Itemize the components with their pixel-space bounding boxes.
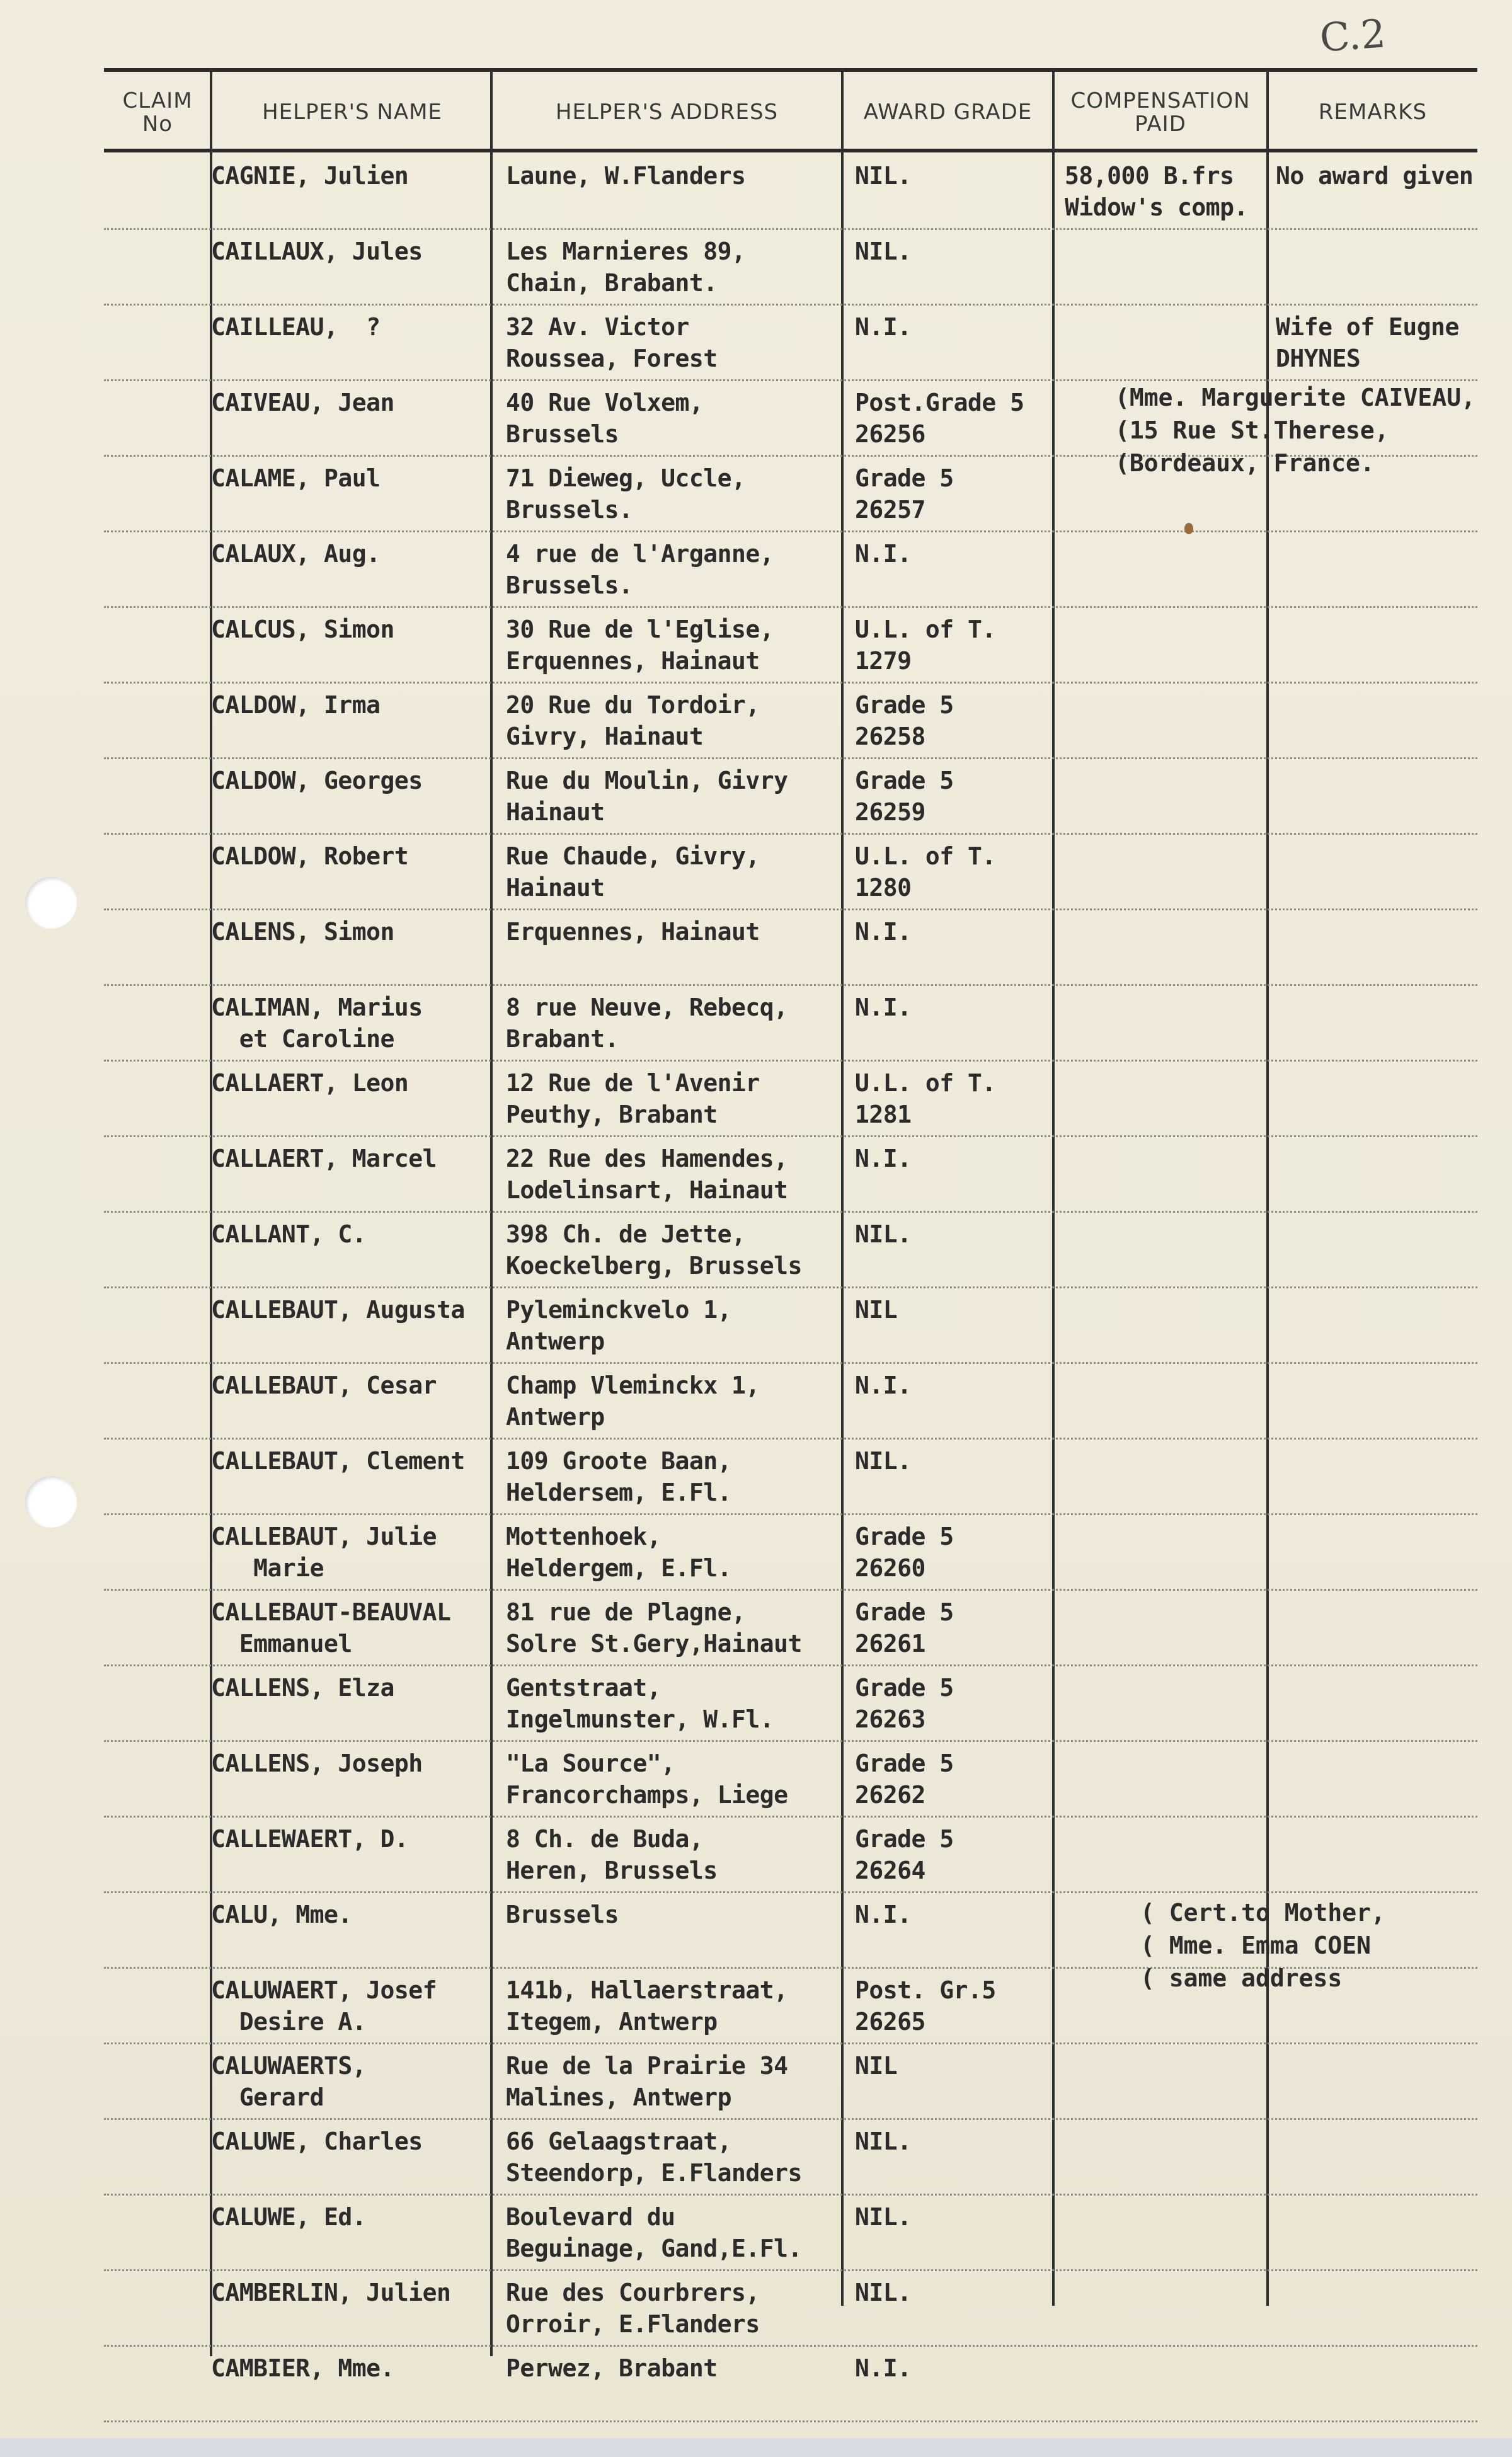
award-grade: NIL: [855, 1296, 898, 1324]
award-grade: NIL.: [855, 1220, 912, 1248]
award-grade: N.I.: [855, 918, 912, 946]
award-grade: Grade 5 26258: [855, 691, 954, 750]
table-row: [104, 231, 1512, 305]
table-row: [104, 987, 1512, 1061]
award-grade: NIL.: [855, 162, 912, 190]
award-grade: Grade 5 26261: [855, 1598, 954, 1658]
helper-name: CALAME, Paul: [211, 464, 381, 492]
table-row: [104, 1289, 1512, 1363]
helper-name: CALLAERT, Marcel: [211, 1145, 437, 1172]
table-row: [104, 684, 1512, 759]
header-award-grade: AWARD GRADE: [863, 100, 1033, 125]
helper-address: 20 Rue du Tordoir, Givry, Hainaut: [506, 691, 760, 750]
helper-name: CALDOW, Robert: [211, 842, 409, 870]
table-row: [104, 835, 1512, 910]
award-grade: Grade 5 26264: [855, 1825, 954, 1884]
table-row: [104, 609, 1512, 683]
helper-address: Perwez, Brabant: [506, 2354, 718, 2382]
table-row: [104, 2347, 1512, 2422]
helper-name: CALLAERT, Leon: [211, 1069, 409, 1097]
table-row: [104, 1743, 1512, 1817]
helper-address: Gentstraat, Ingelmunster, W.Fl.: [506, 1674, 774, 1733]
table-row: [104, 1818, 1512, 1893]
row-divider: [104, 1816, 1477, 1818]
award-grade: U.L. of T. 1280: [855, 842, 996, 902]
note-caiveau-address: (Mme. Marguerite CAIVEAU, (15 Rue St.Therese, (Bordeaux, France.: [1115, 384, 1475, 477]
table-row: [104, 1213, 1512, 1288]
table-row: [104, 533, 1512, 607]
helper-name: CALLANT, C.: [211, 1220, 367, 1248]
helper-address: 40 Rue Volxem, Brussels: [506, 389, 704, 448]
award-grade: N.I.: [855, 1372, 912, 1399]
row-divider: [104, 2118, 1477, 2120]
helper-name: CAMBERLIN, Julien: [211, 2279, 451, 2306]
helper-address: Champ Vleminckx 1, Antwerp: [506, 1372, 760, 1431]
table-row: [104, 1440, 1512, 1515]
award-grade: N.I.: [855, 1145, 912, 1172]
helper-name: CALAUX, Aug.: [211, 540, 381, 568]
scan-edge: [0, 2438, 1512, 2457]
award-grade: N.I.: [855, 1901, 912, 1928]
helper-address: 398 Ch. de Jette, Koeckelberg, Brussels: [506, 1220, 802, 1280]
helper-name: CALLEBAUT, Clement: [211, 1447, 465, 1475]
helper-address: Laune, W.Flanders: [506, 162, 746, 190]
row-divider: [104, 984, 1477, 986]
row-divider: [104, 1891, 1477, 1893]
helper-address: Rue Chaude, Givry, Hainaut: [506, 842, 760, 902]
row-divider: [104, 908, 1477, 910]
row-divider: [104, 1135, 1477, 1137]
helper-name: CALLEWAERT, D.: [211, 1825, 409, 1853]
helper-address: 12 Rue de l'Avenir Peuthy, Brabant: [506, 1069, 760, 1128]
helper-name: CAILLEAU, ?: [211, 313, 381, 341]
award-grade: Grade 5 26263: [855, 1674, 954, 1733]
helper-address: 71 Dieweg, Uccle, Brussels.: [506, 464, 746, 524]
row-divider: [104, 2345, 1477, 2347]
helper-address: 30 Rue de l'Eglise, Erquennes, Hainaut: [506, 616, 774, 675]
helper-address: 4 rue de l'Arganne, Brussels.: [506, 540, 774, 599]
table-row: [104, 1516, 1512, 1590]
helper-name: CAMBIER, Mme.: [211, 2354, 394, 2382]
helper-address: Brussels: [506, 1901, 619, 1928]
header-helpers-name: HELPER'S NAME: [262, 100, 442, 125]
award-grade: Post.Grade 5 26256: [855, 389, 1024, 448]
award-grade: NIL: [855, 2052, 898, 2080]
helper-name: CALIMAN, Marius et Caroline: [211, 994, 423, 1053]
helper-name: CALUWAERTS, Gerard: [211, 2052, 367, 2111]
row-divider: [104, 1589, 1477, 1591]
helper-address: Rue du Moulin, Givry Hainaut: [506, 767, 788, 826]
helper-name: CALUWAERT, Josef Desire A.: [211, 1976, 437, 2036]
table-row: [104, 2121, 1512, 2195]
helper-address: Pyleminckvelo 1, Antwerp: [506, 1296, 732, 1355]
row-divider: [104, 1362, 1477, 1364]
helper-address: Rue des Courbrers, Orroir, E.Flanders: [506, 2279, 760, 2338]
table-row: [104, 2045, 1512, 2119]
punch-hole-lower: [25, 1476, 77, 1528]
helper-name: CALDOW, Georges: [211, 767, 423, 794]
row-divider: [104, 304, 1477, 306]
helper-address: Boulevard du Beguinage, Gand,E.Fl.: [506, 2203, 802, 2262]
helper-name: CAILLAUX, Jules: [211, 238, 423, 265]
compensation-paid: 58,000 B.frs Widow's comp.: [1065, 162, 1248, 221]
row-divider: [104, 2194, 1477, 2196]
award-grade: NIL.: [855, 2279, 912, 2306]
top-rule: [104, 68, 1477, 72]
table-row: [104, 1062, 1512, 1137]
award-grade: U.L. of T. 1281: [855, 1069, 996, 1128]
row-divider: [104, 757, 1477, 759]
table-row: [104, 2196, 1512, 2271]
award-grade: N.I.: [855, 313, 912, 341]
table-row: [104, 306, 1512, 381]
award-grade: Grade 5 26259: [855, 767, 954, 826]
row-divider: [104, 2269, 1477, 2271]
row-divider: [104, 1438, 1477, 1440]
table-row: [104, 911, 1512, 985]
punch-hole-upper: [25, 877, 77, 929]
row-divider: [104, 833, 1477, 835]
award-grade: NIL.: [855, 238, 912, 265]
helper-name: CALUWE, Charles: [211, 2128, 423, 2155]
helper-address: 8 rue Neuve, Rebecq, Brabant.: [506, 994, 788, 1053]
helper-address: "La Source", Francorchamps, Liege: [506, 1750, 788, 1809]
helper-name: CALLEBAUT-BEAUVAL Emmanuel: [211, 1598, 451, 1658]
header-claim-no: CLAIM No: [122, 88, 193, 137]
helper-name: CALDOW, Irma: [211, 691, 381, 719]
award-grade: N.I.: [855, 2354, 912, 2382]
helper-name: CAGNIE, Julien: [211, 162, 409, 190]
header-helpers-address: HELPER'S ADDRESS: [555, 100, 779, 125]
helper-address: 22 Rue des Hamendes, Lodelinsart, Hainaut: [506, 1145, 788, 1204]
helper-address: 32 Av. Victor Roussea, Forest: [506, 313, 718, 372]
row-divider: [104, 1211, 1477, 1213]
table-row: [104, 155, 1512, 229]
helper-name: CALU, Mme.: [211, 1901, 352, 1928]
helper-address: Les Marnieres 89, Chain, Brabant.: [506, 238, 746, 297]
table-row: [104, 1365, 1512, 1439]
award-grade: N.I.: [855, 540, 912, 568]
table-row: [104, 2272, 1512, 2346]
award-grade: NIL.: [855, 1447, 912, 1475]
helper-name: CAIVEAU, Jean: [211, 389, 394, 416]
header-compensation-paid: COMPENSATION PAID: [1070, 88, 1251, 137]
table-row: [104, 760, 1512, 834]
table-row: [104, 1591, 1512, 1666]
award-grade: NIL.: [855, 2203, 912, 2231]
table-row: [104, 1138, 1512, 1212]
helper-name: CALLENS, Elza: [211, 1674, 394, 1702]
row-divider: [104, 1060, 1477, 1062]
helper-name: CALENS, Simon: [211, 918, 394, 946]
helper-address: 109 Groote Baan, Heldersem, E.Fl.: [506, 1447, 732, 1506]
corner-mark: C.2: [1318, 10, 1387, 61]
row-divider: [104, 1513, 1477, 1515]
helper-name: CALLEBAUT, Cesar: [211, 1372, 437, 1399]
helper-address: Mottenhoek, Heldergem, E.Fl.: [506, 1523, 732, 1582]
helper-name: CALCUS, Simon: [211, 616, 394, 643]
award-grade: Post. Gr.5 26265: [855, 1976, 996, 2036]
note-caluwaert-certificate: ( Cert.to Mother, ( Mme. Emma COEN ( same address: [1140, 1899, 1385, 1992]
table-row: [104, 1667, 1512, 1741]
award-grade: NIL.: [855, 2128, 912, 2155]
award-grade: N.I.: [855, 994, 912, 1021]
row-divider: [104, 606, 1477, 608]
row-divider: [104, 2420, 1477, 2422]
row-divider: [104, 2042, 1477, 2044]
helper-address: Rue de la Prairie 34 Malines, Antwerp: [506, 2052, 788, 2111]
helper-name: CALUWE, Ed.: [211, 2203, 367, 2231]
ink-speck: [1184, 523, 1193, 534]
row-divider: [104, 682, 1477, 684]
helper-address: 81 rue de Plagne, Solre St.Gery,Hainaut: [506, 1598, 802, 1658]
helper-address: 66 Gelaagstraat, Steendorp, E.Flanders: [506, 2128, 802, 2187]
helper-address: Erquennes, Hainaut: [506, 918, 760, 946]
award-grade: Grade 5 26260: [855, 1523, 954, 1582]
helper-name: CALLEBAUT, Julie Marie: [211, 1523, 437, 1582]
remarks: No award given: [1276, 162, 1474, 190]
row-divider: [104, 1664, 1477, 1666]
helper-name: CALLENS, Joseph: [211, 1750, 423, 1777]
award-grade: Grade 5 26262: [855, 1750, 954, 1809]
row-divider: [104, 530, 1477, 532]
row-divider: [104, 1740, 1477, 1742]
remarks: Wife of Eugne DHYNES: [1276, 313, 1459, 372]
helper-address: 141b, Hallaerstraat, Itegem, Antwerp: [506, 1976, 788, 2036]
helper-name: CALLEBAUT, Augusta: [211, 1296, 465, 1324]
row-divider: [104, 1286, 1477, 1288]
award-grade: Grade 5 26257: [855, 464, 954, 524]
header-remarks: REMARKS: [1318, 100, 1428, 125]
helper-address: 8 Ch. de Buda, Heren, Brussels: [506, 1825, 718, 1884]
row-divider: [104, 228, 1477, 230]
award-grade: U.L. of T. 1279: [855, 616, 996, 675]
